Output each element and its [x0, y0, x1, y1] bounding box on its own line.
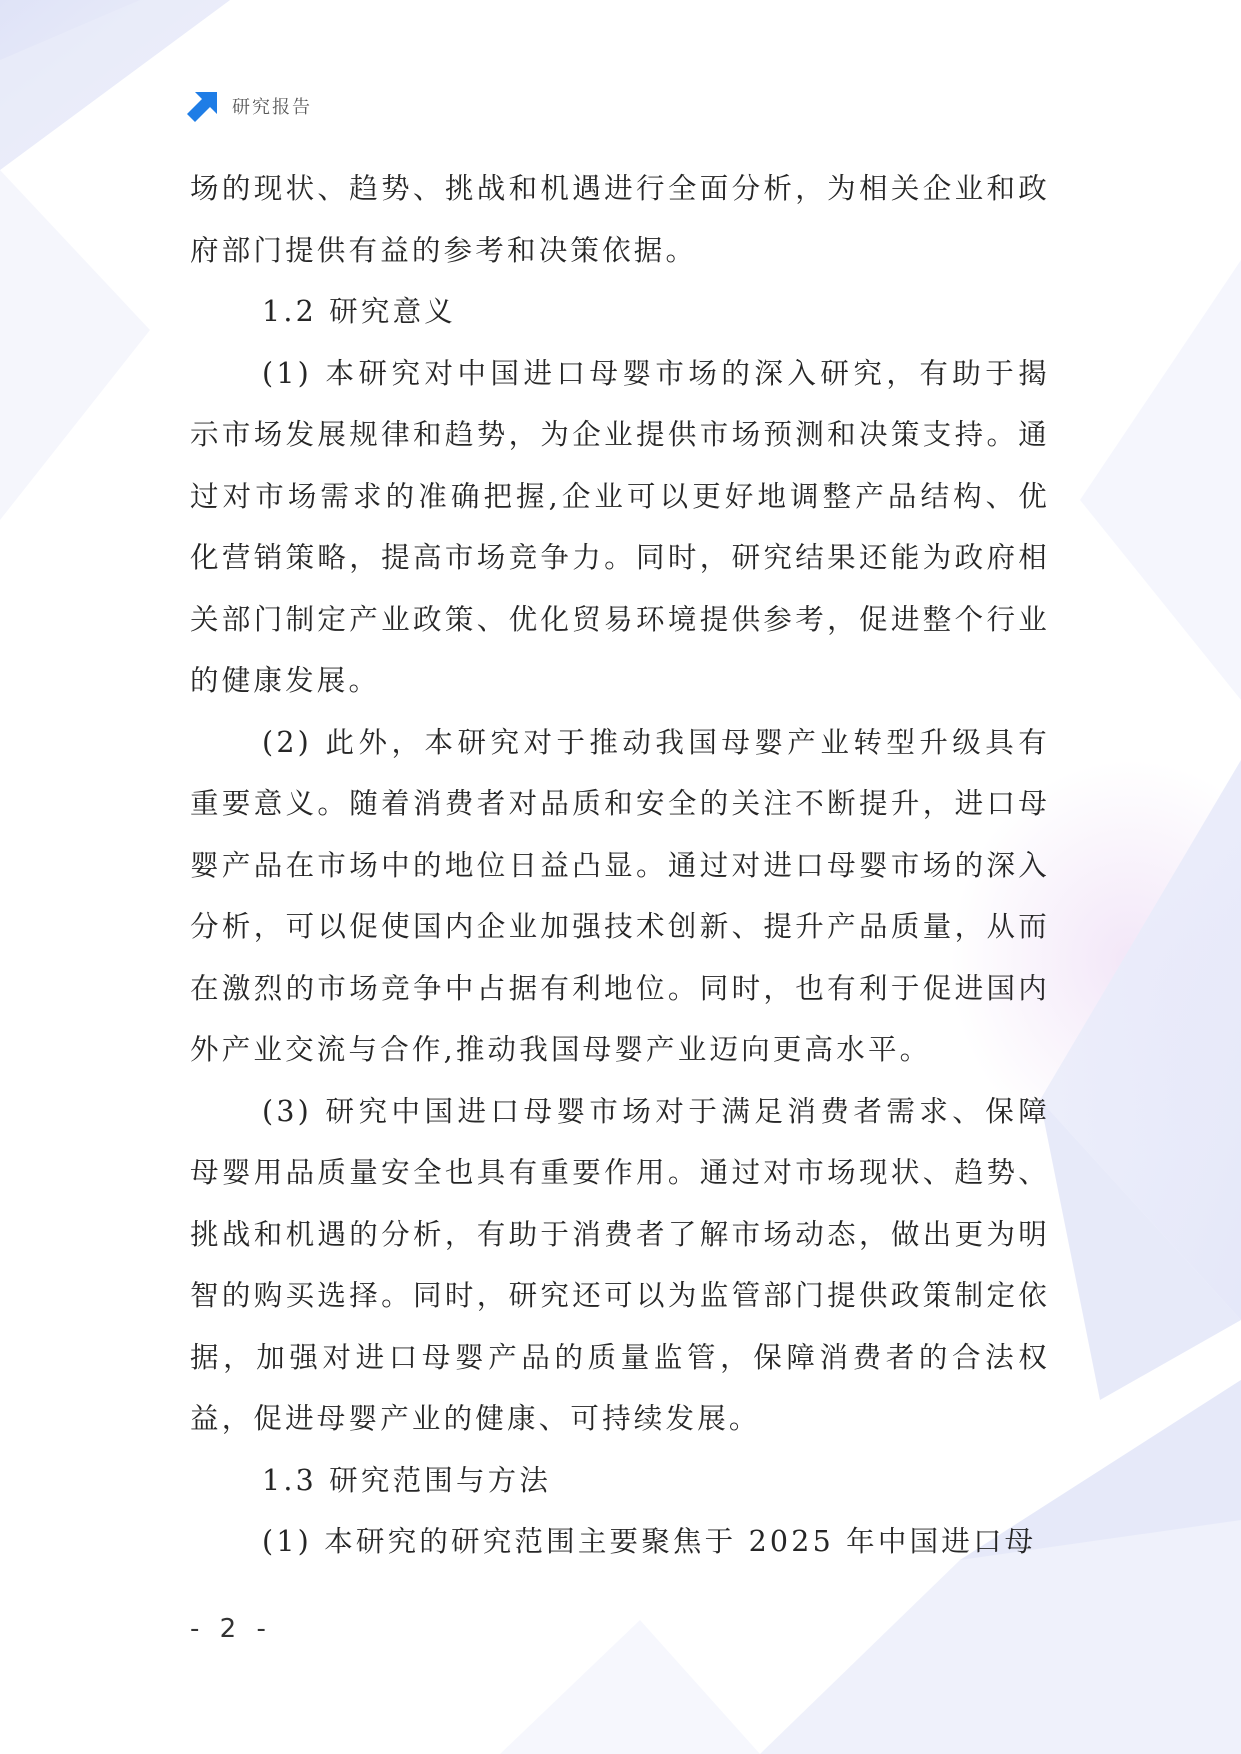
arrow-up-right-icon — [186, 89, 220, 123]
paragraph-continuation: 场的现状、趋势、挑战和机遇进行全面分析，为相关企业和政府部门提供有益的参考和决策依据。 — [190, 172, 1050, 267]
paragraph-point-2: (2) 此外，本研究对于推动我国母婴产业转型升级具有重要意义。随着消费者对品质和安全的关注不断提升，进口母婴产品在市场中的地位日益凸显。通过对进口母婴市场的深入分析，可以促使国内企业加强技术创新、提升产品质量，从而在激烈的市场竞争中占据有利地位。同时，也有利于促进国内外产业交流与合作,推动我国母婴产业迈向更高水平。 — [190, 725, 1050, 1066]
paragraph-scope-1: (1) 本研究的研究范围主要聚焦于 2025 年中国进口母 — [262, 1525, 1037, 1558]
paragraph-point-1: (1) 本研究对中国进口母婴市场的深入研究，有助于揭示市场发展规律和趋势，为企业提供市场预测和决策支持。通过对市场需求的准确把握,企业可以更好地调整产品结构、优化营销策略，提高市场竞争力。同时，研究结果还能为政府相关部门制定产业政策、优化贸易环境提供参考，促进整个行业的健康发展。 — [190, 356, 1050, 697]
section-heading-1-3: 1.3 研究范围与方法 — [262, 1463, 552, 1497]
report-label: 研究报告 — [232, 97, 312, 118]
document-body — [190, 158, 1050, 1573]
paragraph-point-3: (3) 研究中国进口母婴市场对于满足消费者需求、保障母婴用品质量安全也具有重要作用。通过对市场现状、趋势、挑战和机遇的分析，有助于消费者了解市场动态，做出更为明智的购买选择。同时，研究还可以为监管部门提供政策制定依据，加强对进口母婴产品的质量监管，保障消费者的合法权益，促进母婴产业的健康、可持续发展。 — [190, 1094, 1050, 1435]
section-heading-1-2: 1.2 研究意义 — [262, 295, 456, 328]
page-number: - 2 - — [190, 1614, 272, 1644]
document-header — [186, 88, 312, 124]
